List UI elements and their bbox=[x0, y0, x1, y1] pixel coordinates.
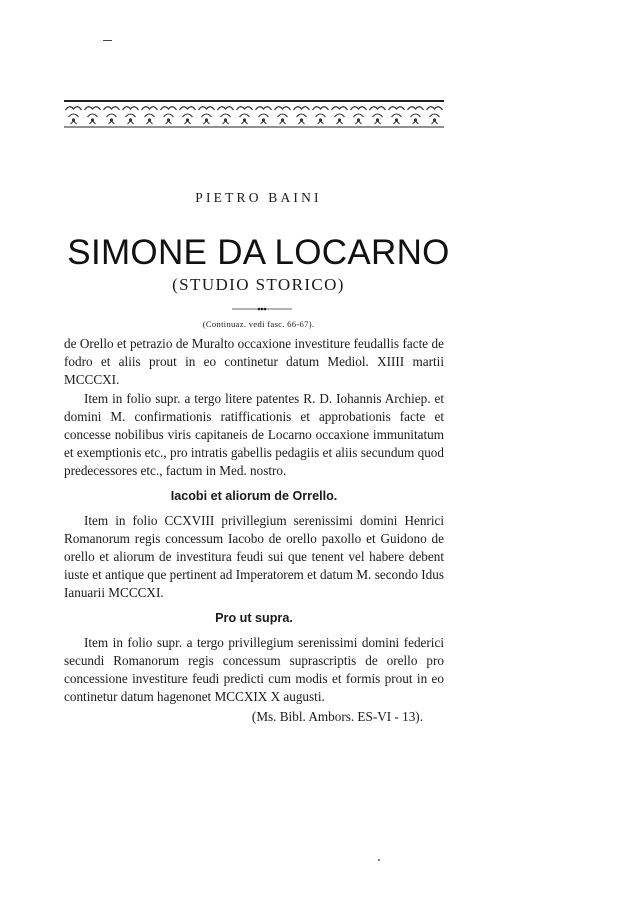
section-heading: Pro ut supra. bbox=[215, 610, 293, 625]
paragraph: de Orello et petrazio de Muralto occaxione investiture feudallis facte de fodro et aliis prout in eo continetur datum Mediol. XIIII martii MCCCXI. bbox=[64, 336, 444, 388]
paragraph: Item in folio CCXVIII privillegium serenissimi domini Henrici Romanorum regis concessum Iacobo de orello paxollo et Guidono de orello et aliorum de investitura feudi sui que tenent vel habere debent iuste et antique que pertinent ad Imperatorem et datum M. secondo Idus Ianuarii MCCCXI. bbox=[64, 512, 444, 601]
scan-mark bbox=[103, 40, 112, 41]
divider-ornament-icon bbox=[232, 299, 292, 305]
paragraph: Item in folio supr. a tergo litere patentes R. D. Iohannis Archiep. et domini M. confirmationis ratifficationis et approbationis facte et concesse nobilibus viris capitaneis de Locarno occaxione immunitatum et exemptionis etc., pro intratis gabellis pedagiis et aliis secundum quod predecessores etc., factum in Med. nostro. bbox=[64, 390, 444, 479]
section-heading: Iacobi et aliorum de Orrello. bbox=[170, 488, 338, 503]
paragraph: Item in folio supr. a tergo privillegium serenissimi domini federici secundi Romanorum regis concessum suprascriptis de orello pro concessione investiture feudi predicti cum modis et formis prout in eo continetur datum hagenonet MCCXIX X augusti. bbox=[64, 634, 444, 705]
author-name: PIETRO BAINI bbox=[195, 190, 322, 205]
scan-speck bbox=[378, 859, 380, 861]
ornamental-border-icon bbox=[64, 100, 444, 128]
continuation-note: (Continuaz. vedi fasc. 66-67). bbox=[202, 319, 315, 329]
body-text bbox=[64, 335, 444, 726]
article-subtitle: (STUDIO STORICO) bbox=[172, 275, 345, 294]
source-citation: (Ms. Bibl. Ambors. ES-VI - 13). bbox=[251, 709, 423, 725]
article-title: SIMONE DA LOCARNO bbox=[67, 233, 450, 272]
